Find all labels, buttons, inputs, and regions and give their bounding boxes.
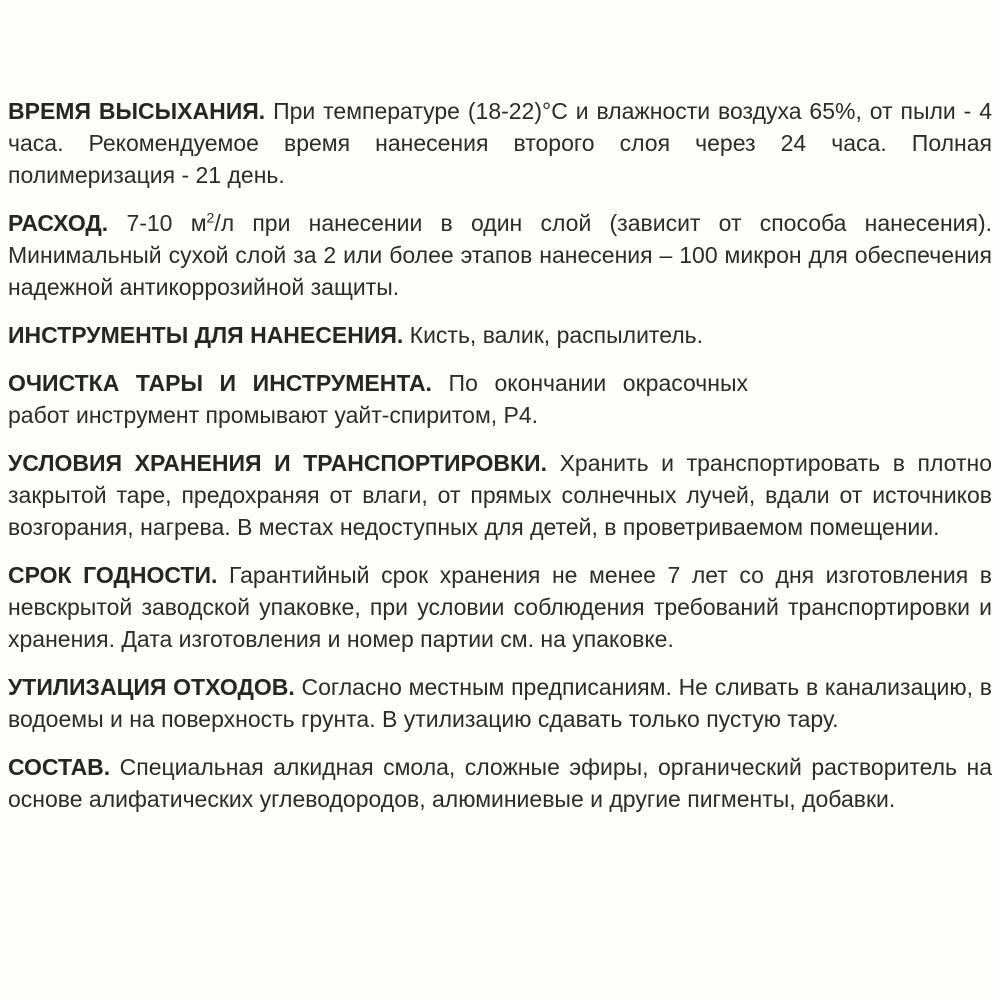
section-heading: РАСХОД. xyxy=(8,210,109,236)
section-heading: ВРЕМЯ ВЫСЫХАНИЯ. xyxy=(8,98,266,124)
section-heading: УСЛОВИЯ ХРАНЕНИЯ И ТРАНСПОРТИРОВКИ. xyxy=(8,450,547,476)
section-heading: УТИЛИЗАЦИЯ ОТХОДОВ. xyxy=(8,674,295,700)
section-composition xyxy=(8,751,992,815)
section-consumption xyxy=(8,207,992,303)
section-text: Хранить и транспортировать в плотно закрытой таре, предохраняя от влаги, от прямых солнечных лучей, вдали от источников возгорания, нагрева. В местах недоступных для детей, в проветриваемом помещении. xyxy=(8,450,992,540)
section-heading: ИНСТРУМЕНТЫ ДЛЯ НАНЕСЕНИЯ. xyxy=(8,322,404,348)
section-heading: ОЧИСТКА ТАРЫ И ИНСТРУМЕНТА. xyxy=(8,370,432,396)
section-drying-time xyxy=(8,95,992,191)
section-text: По окончании окрасочных работ инструмент промывают уайт-спиритом, Р4. xyxy=(8,370,749,428)
superscript-exponent: 2 xyxy=(206,209,215,226)
section-heading: СОСТАВ. xyxy=(8,754,111,780)
section-shelf-life xyxy=(8,559,992,655)
section-text: Специальная алкидная смола, сложные эфиры, органический растворитель на основе алифатических углеводородов, алюминиевые и другие пигменты, добавки. xyxy=(8,754,992,812)
section-heading: СРОК ГОДНОСТИ. xyxy=(8,562,218,588)
section-application-tools xyxy=(8,319,992,351)
section-waste-disposal xyxy=(8,671,992,735)
section-text-prefix: 7-10 м xyxy=(126,210,207,236)
section-storage-transport xyxy=(8,447,992,543)
section-text: /л при нанесении в один слой (зависит от способа нанесения). Минимальный сухой слой за 2 или более этапов нанесения – 100 микрон для обеспечения надежной антикоррозийной защиты. xyxy=(8,210,993,300)
section-text: Кисть, валик, распылитель. xyxy=(409,322,704,348)
section-text: При температуре (18-22)°С и влажности воздуха 65%, от пыли - 4 часа. Рекомендуемое время нанесения второго слоя через 24 часа. Полная полимеризация - 21 день. xyxy=(8,98,992,188)
section-text: Согласно местным предписаниям. Не сливать в канализацию, в водоемы и на поверхность грунта. В утилизацию сдавать только пустую тару. xyxy=(8,674,992,732)
section-text: Гарантийный срок хранения не менее 7 лет со дня изготовления в невскрытой заводской упаковке, при условии соблюдения требований транспортировки и хранения. Дата изготовления и номер партии см. на упаковке. xyxy=(8,562,993,652)
product-instructions xyxy=(8,95,992,831)
section-cleaning xyxy=(8,367,748,431)
